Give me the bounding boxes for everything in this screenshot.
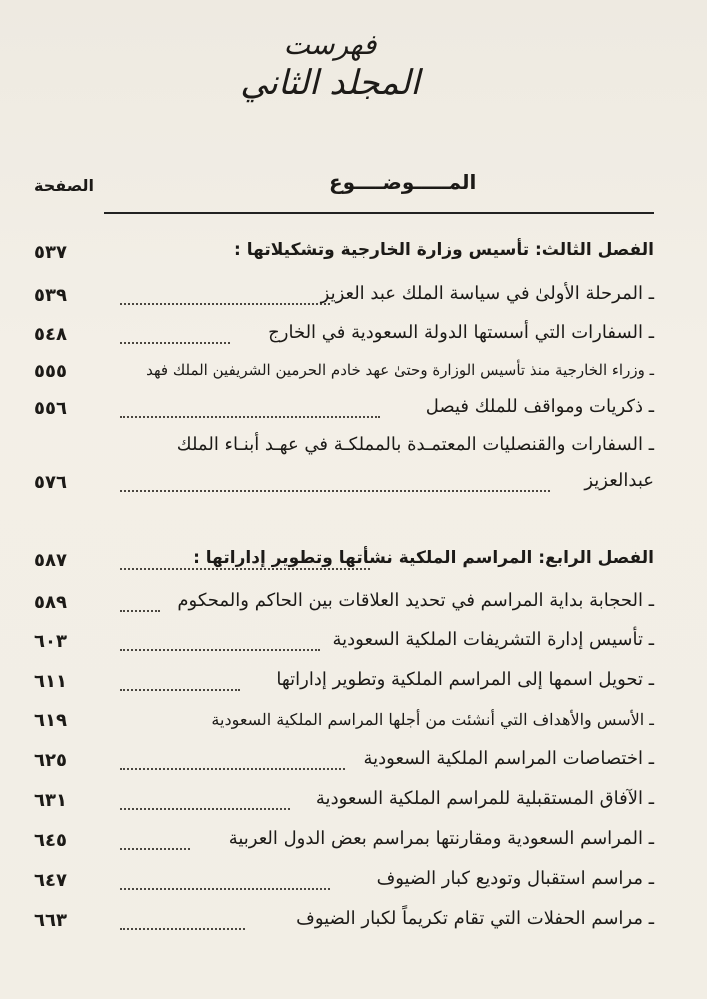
- dot-leader: [120, 568, 370, 570]
- toc-entry[interactable]: [34, 357, 654, 391]
- toc-entry[interactable]: [34, 667, 654, 701]
- page-column-header: الصفحة: [34, 176, 95, 195]
- dot-leader: [120, 649, 320, 651]
- title-block: [180, 28, 480, 104]
- page-number: ٥٤٨: [34, 324, 67, 345]
- entry-title: ـ اختصاصات المراسم الملكية السعودية: [363, 748, 654, 769]
- toc-entry[interactable]: [34, 746, 654, 780]
- page-number: ٥٣٧: [34, 242, 67, 263]
- dot-leader: [120, 416, 380, 418]
- toc-entry[interactable]: [34, 627, 654, 661]
- page-number: ٦٢٥: [34, 750, 67, 771]
- toc-entry[interactable]: [34, 706, 654, 740]
- page-number: ٥٨٧: [34, 550, 67, 571]
- dot-leader: [120, 490, 550, 492]
- dot-leader: [120, 610, 160, 612]
- header-divider: [104, 212, 654, 214]
- dot-leader: [120, 768, 345, 770]
- toc-entry-multiline[interactable]: [34, 432, 654, 502]
- volume-title: المجلد الثاني: [240, 63, 420, 103]
- entry-title: ـ الحجابة بداية المراسم في تحديد العلاقات بين الحاكم والمحكوم: [177, 590, 654, 611]
- page-title: فهرست: [283, 28, 377, 61]
- page-number: ٥٨٩: [34, 592, 67, 613]
- page-number: ٥٥٦: [34, 398, 67, 419]
- toc-entry[interactable]: [34, 394, 654, 428]
- entry-title: ـ مراسم الحفلات التي تقام تكريماً لكبار الضيوف: [296, 908, 654, 929]
- entry-title: ـ ذكريات ومواقف للملك فيصل: [425, 396, 654, 417]
- subject-column-header: المـــــوضــــوع: [329, 170, 477, 194]
- entry-title: ـ مراسم استقبال وتوديع كبار الضيوف: [376, 868, 654, 889]
- toc-entry[interactable]: [34, 281, 654, 315]
- toc-entry[interactable]: [34, 786, 654, 820]
- chapter-title: الفصل الثالث: تأسيس وزارة الخارجية وتشكيلاتها :: [234, 240, 654, 260]
- entry-continuation: عبدالعزيز: [584, 470, 654, 491]
- toc-entry[interactable]: [34, 826, 654, 860]
- dot-leader: [120, 928, 245, 930]
- toc-entry[interactable]: [34, 866, 654, 900]
- entry-title: ـ السفارات والقنصليات المعتمـدة بالمملكـة في عهـد أبنـاء الملك: [176, 434, 654, 455]
- page-number: ٥٣٩: [34, 285, 67, 306]
- entry-title: ـ الأسس والأهداف التي أنشئت من أجلها المراسم الملكية السعودية: [211, 710, 654, 729]
- dot-leader: [120, 848, 190, 850]
- entry-title: ـ السفارات التي أسستها الدولة السعودية في الخارج: [268, 322, 654, 343]
- chapter-title: الفصل الرابع: المراسم الملكية نشأتها وتطوير إداراتها :: [193, 548, 654, 568]
- page-number: ٥٧٦: [34, 472, 67, 493]
- page-number: ٦١٩: [34, 710, 67, 731]
- dot-leader: [120, 342, 230, 344]
- chapter-4-heading[interactable]: [34, 546, 654, 580]
- entry-title: ـ الآفاق المستقبلية للمراسم الملكية السعودية: [315, 788, 654, 809]
- dot-leader: [120, 888, 330, 890]
- page-number: ٥٥٥: [34, 361, 67, 382]
- page-number: ٦٦٣: [34, 910, 67, 931]
- page-number: ٦٣١: [34, 790, 67, 811]
- toc-entry[interactable]: [34, 906, 654, 940]
- page-number: ٦١١: [34, 671, 67, 692]
- entry-title: ـ تحويل اسمها إلى المراسم الملكية وتطوير إداراتها: [276, 669, 654, 690]
- column-header: [34, 170, 654, 202]
- entry-title: ـ تأسيس إدارة التشريفات الملكية السعودية: [332, 629, 654, 650]
- dot-leader: [120, 303, 330, 305]
- toc-entry[interactable]: [34, 320, 654, 354]
- entry-title: ـ المراسم السعودية ومقارنتها بمراسم بعض الدول العربية: [228, 828, 654, 849]
- dot-leader: [120, 808, 290, 810]
- entry-title: ـ المرحلة الأولىٰ في سياسة الملك عبد العزيز: [320, 283, 654, 304]
- page-number: ٦٤٥: [34, 830, 67, 851]
- toc-entry[interactable]: [34, 588, 654, 622]
- page-number: ٦٤٧: [34, 870, 67, 891]
- chapter-3-heading[interactable]: [34, 238, 654, 272]
- entry-title: ـ وزراء الخارجية منذ تأسيس الوزارة وحتىٰ عهد خادم الحرمين الشريفين الملك فهد: [146, 361, 654, 379]
- page-number: ٦٠٣: [34, 631, 67, 652]
- dot-leader: [120, 689, 240, 691]
